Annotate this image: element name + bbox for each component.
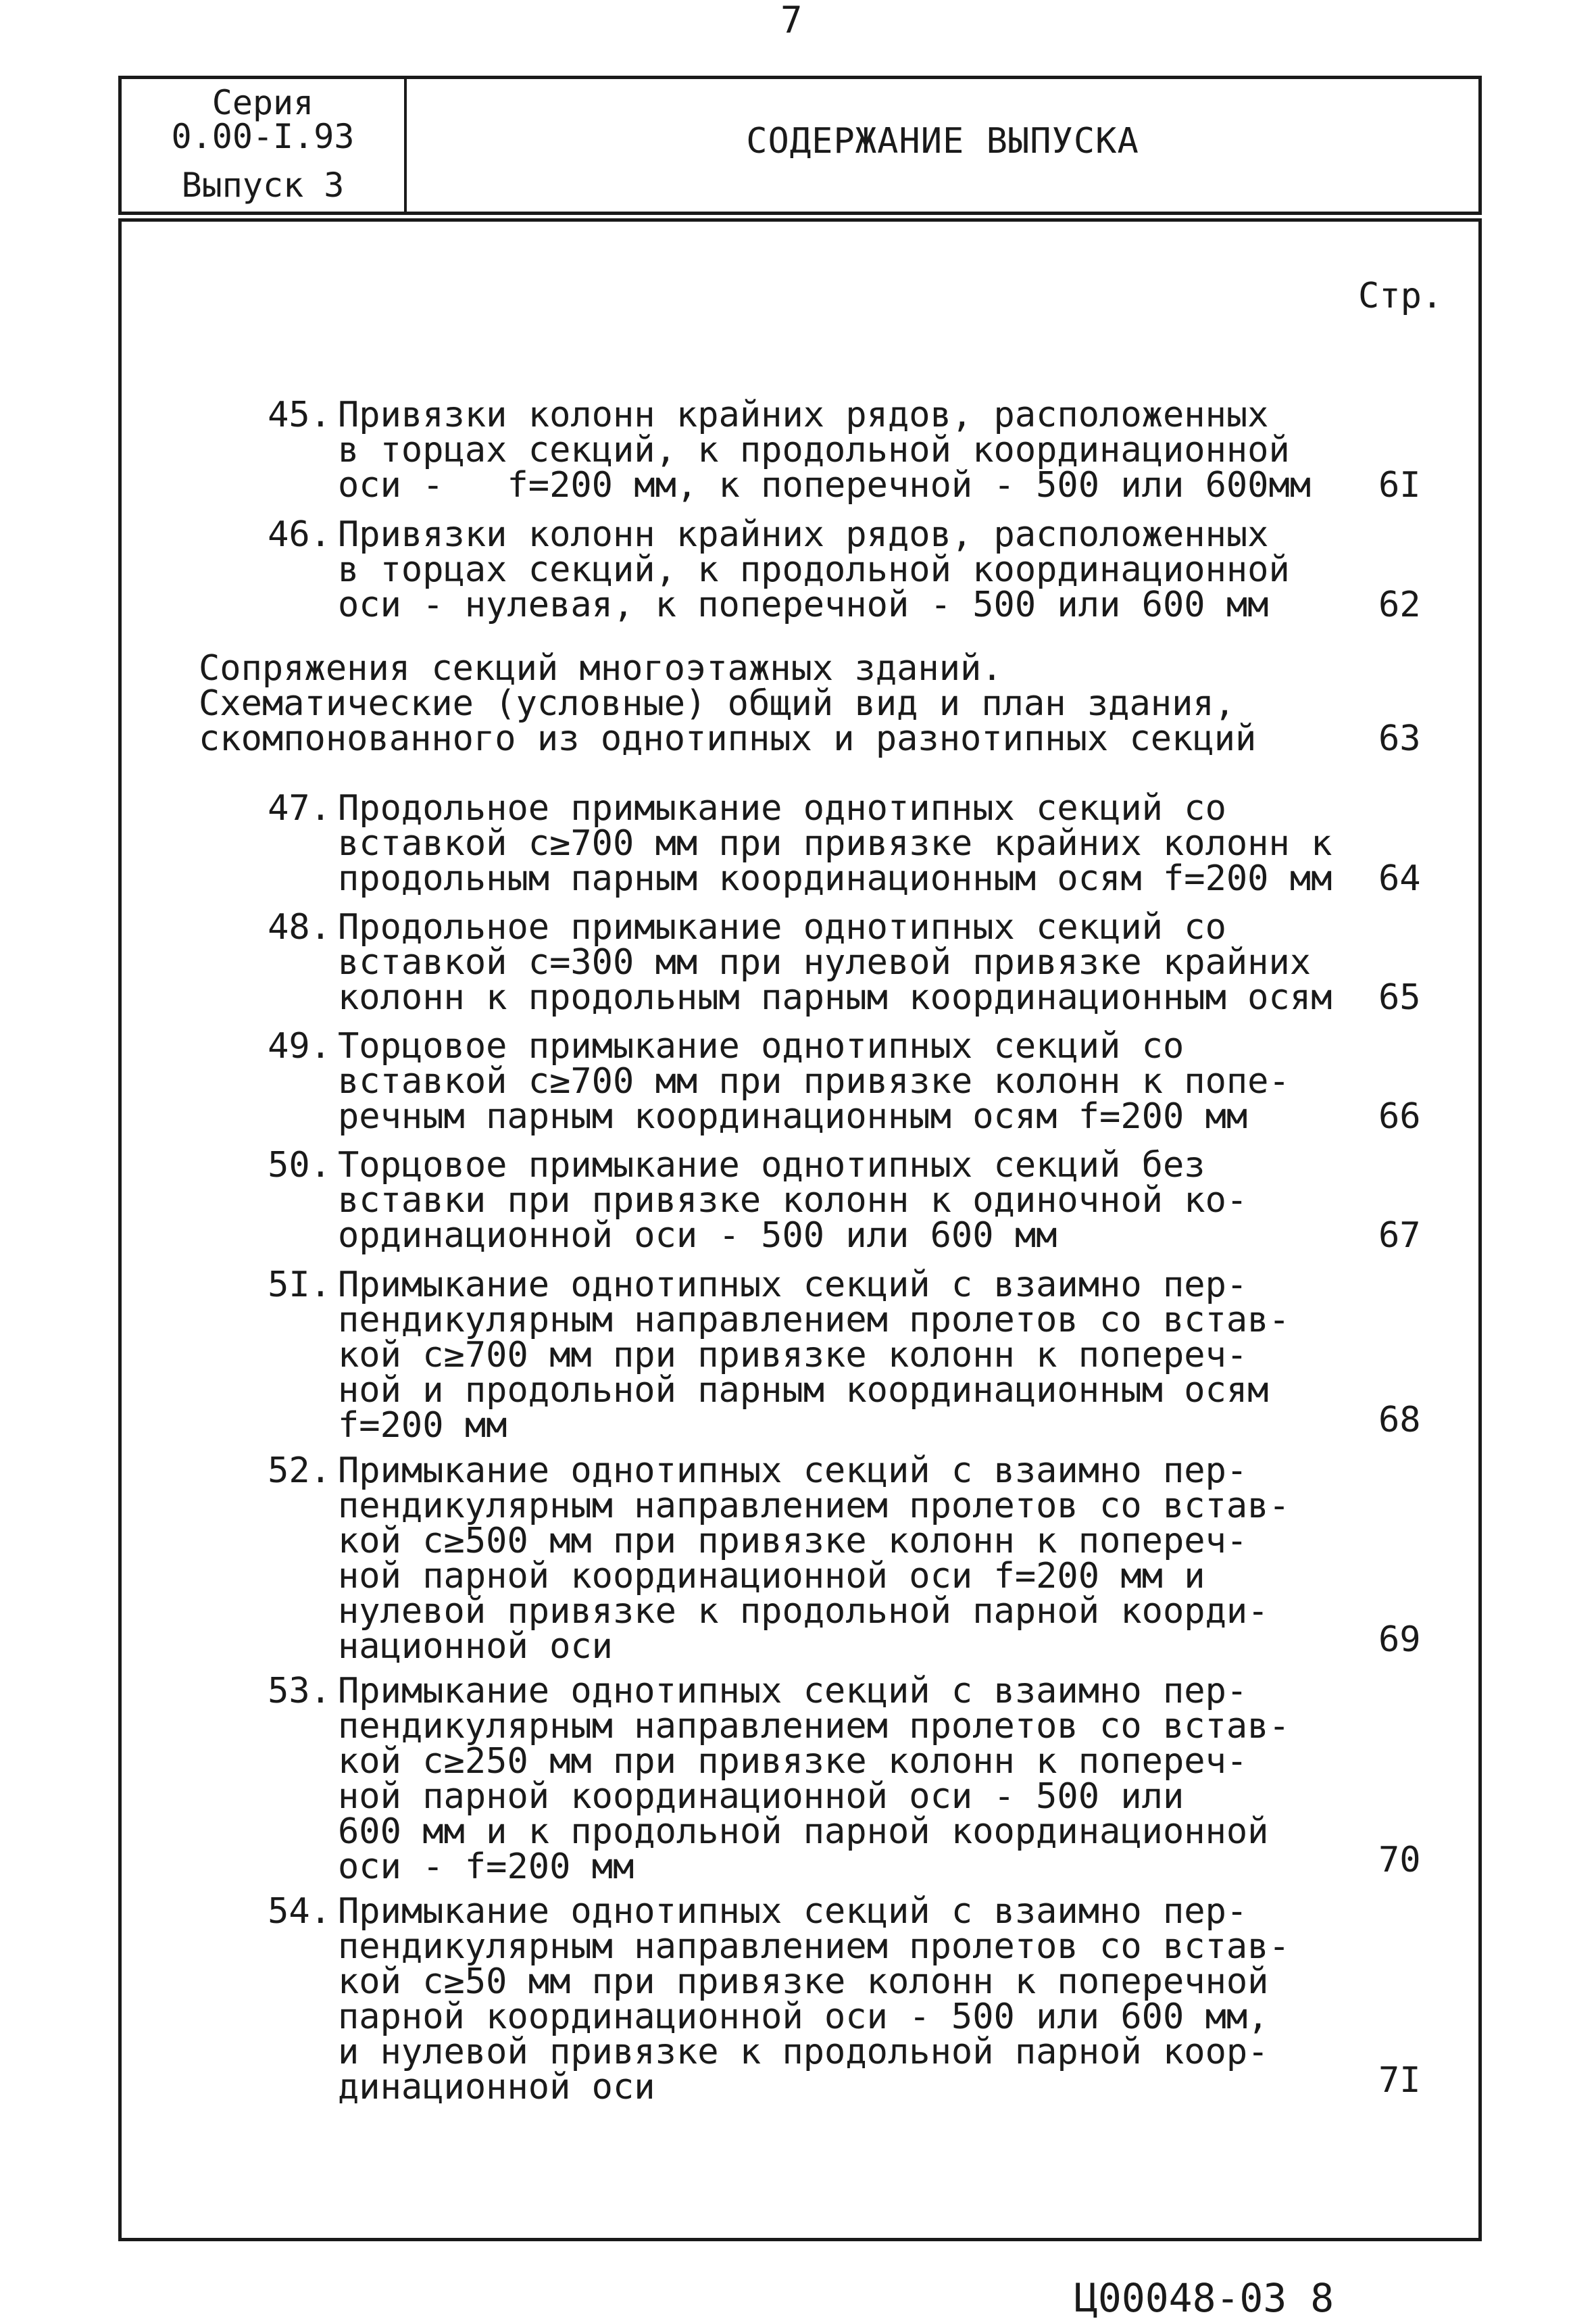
entry-number: 53. bbox=[268, 1671, 331, 1711]
entry-page: 7I bbox=[1378, 2060, 1421, 2101]
entry-text: Привязки колонн крайних рядов, расположенных в торцах секций, к продольной координационной оси - f=200 мм, к поперечной - 500 или 600мм bbox=[338, 395, 1312, 506]
entry-page: 6I bbox=[1378, 465, 1421, 506]
entry-page: 68 bbox=[1378, 1400, 1421, 1440]
entry-text: Примыкание однотипных секций с взаимно пер- пендикулярным направлением пролетов со встав- кой c≥50 мм при привязке колонн к поперечной парной координационной оси - 500 или 600 мм, и нулевой привязке к продольной парной коор- динационной оси bbox=[338, 1891, 1290, 2107]
series-label: Серия bbox=[211, 83, 314, 122]
page-number: 7 bbox=[780, 0, 803, 41]
entry-text: Торцовое примыкание однотипных секций без вставки при привязке колонн к одиночной ко- ординационной оси - 500 или 600 мм bbox=[338, 1145, 1248, 1256]
document-title: СОДЕРЖАНИЕ ВЫПУСКА bbox=[746, 121, 1139, 162]
entry-page: 69 bbox=[1378, 1619, 1421, 1660]
entry-text: Торцовое примыкание однотипных секций со вставкой c≥700 мм при привязке колонн к попе- речным парным координационным осям f=200 мм bbox=[338, 1026, 1290, 1137]
entry-page: 67 bbox=[1378, 1215, 1421, 1256]
entry-page: 62 bbox=[1378, 585, 1421, 625]
entry-page: 64 bbox=[1378, 858, 1421, 899]
section-page: 63 bbox=[1378, 718, 1421, 759]
entry-page: 70 bbox=[1378, 1840, 1421, 1880]
entry-number: 47. bbox=[268, 788, 331, 829]
entry-number: 46. bbox=[268, 514, 331, 555]
issue-label: Выпуск 3 bbox=[181, 166, 345, 205]
page-column-header: Стр. bbox=[1358, 276, 1443, 316]
entry-text: Примыкание однотипных секций с взаимно пер- пендикулярным направлением пролетов со встав- кой c≥250 мм при привязке колонн к попереч- ной парной координационной оси - 500 или 600 мм и к продольной парной координационной оси - f=200 мм bbox=[338, 1671, 1290, 1887]
section-heading: Сопряжения секций многоэтажных зданий. Схематические (условные) общий вид и план здания, скомпонованного из однотипных и разнотипных секций bbox=[199, 648, 1257, 759]
entry-page: 66 bbox=[1378, 1096, 1421, 1137]
entry-number: 52. bbox=[268, 1450, 331, 1491]
entry-text: Примыкание однотипных секций с взаимно пер- пендикулярным направлением пролетов со встав- кой c≥500 мм при привязке колонн к попереч- ной парной координационной оси f=200 мм и нулевой привязке к продольной парной коорди- национной оси bbox=[338, 1450, 1290, 1667]
entry-text: Продольное примыкание однотипных секций со вставкой c≥700 мм при привязке крайних колонн к продольным парным координационным осям f=200 мм bbox=[338, 788, 1332, 899]
entry-page: 65 bbox=[1378, 977, 1421, 1018]
entry-text: Привязки колонн крайних рядов, расположенных в торцах секций, к продольной координационной оси - нулевая, к поперечной - 500 или 600 мм bbox=[338, 514, 1290, 625]
entry-number: 45. bbox=[268, 395, 331, 435]
entry-text: Примыкание однотипных секций с взаимно пер- пендикулярным направлением пролетов со встав- кой c≥700 мм при привязке колонн к попереч- ной и продольной парным координационным осям f=200 мм bbox=[338, 1265, 1290, 1446]
entry-number: 5I. bbox=[268, 1265, 331, 1305]
series-block bbox=[122, 79, 407, 212]
entry-number: 54. bbox=[268, 1891, 331, 1932]
footer-document-code: Ц00048-03 8 bbox=[1074, 2275, 1335, 2321]
entry-number: 50. bbox=[268, 1145, 331, 1186]
entry-number: 48. bbox=[268, 907, 331, 948]
entry-number: 49. bbox=[268, 1026, 331, 1067]
entry-text: Продольное примыкание однотипных секций со вставкой c=300 мм при нулевой привязке крайних колонн к продольным парным координационным осям bbox=[338, 907, 1332, 1018]
series-code: 0.00-I.93 bbox=[171, 117, 355, 156]
title-block bbox=[118, 76, 1482, 215]
